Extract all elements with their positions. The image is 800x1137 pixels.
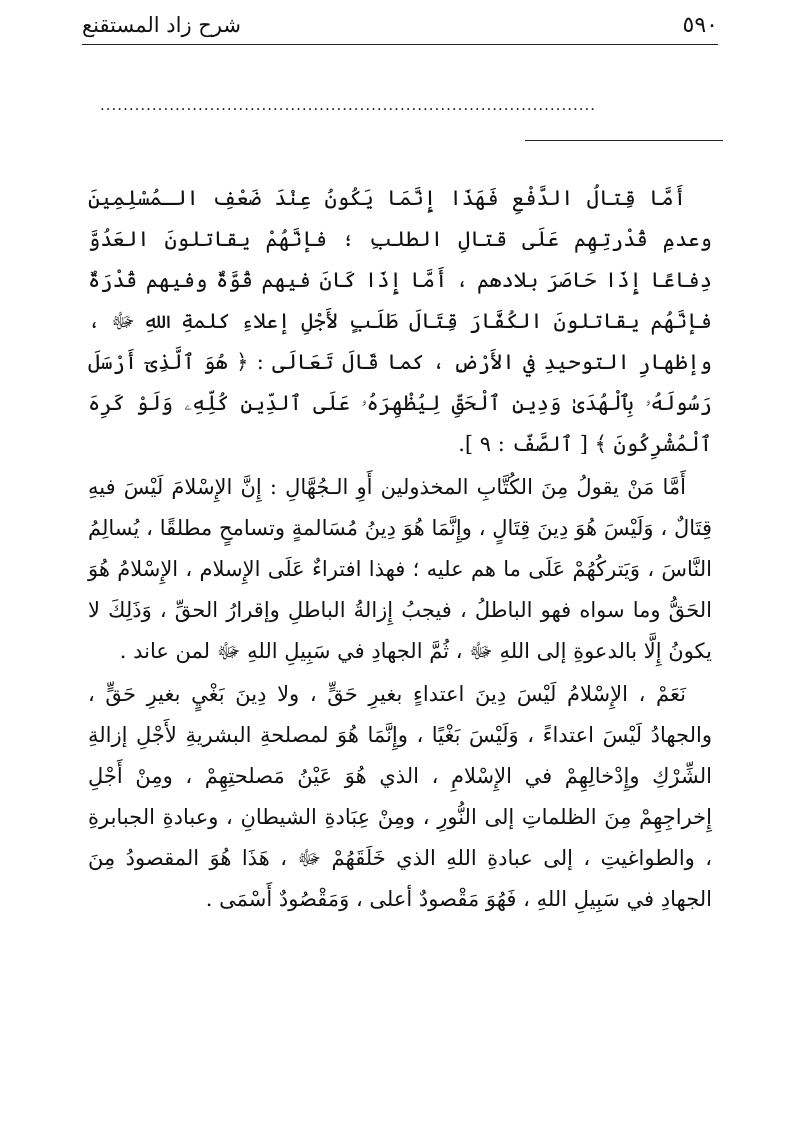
book-title: شرح زاد المستقنع bbox=[82, 13, 241, 37]
quran-verse: ﴿ هُوَ ٱلَّذِىٓ أَرْسَلَ رَسُولَهُۥ بِٱلْهُدَىٰ وَدِينِ ٱلْحَقِّ لِيُظْهِرَهُۥ عَلَى ٱلدِّينِ كُلِّهِۦ وَلَوْ كَرِهَ ٱلْمُشْرِكُونَ ﴾ bbox=[88, 350, 712, 456]
verse-reference: [ ٱلصَّفّ : ٩ ]. bbox=[458, 432, 595, 456]
header-divider bbox=[82, 44, 718, 45]
dotted-separator: ...................................................................................... bbox=[100, 96, 597, 114]
paragraph-3: نَعَمْ ، الإِسْلامُ لَيْسَ دِينَ اعتداءٍ بغيرِ حَقٍّ ، ولا دِينَ بَغْيٍ بغيرِ حَقٍّ ، والجهادُ لَيْسَ اعتداءً ، وَلَيْسَ بَغْيًا ، وإِنَّمَا هُوَ لمصلحةِ البشريةِ لأَجْلِ إزالةِ الشِّرْكِ وإِدْخالِهِمْ في الإِسْلامِ ، الذي هُوَ عَيْنُ مَصلحتِهِمْ ، ومِنْ أَجْلِ إِخراجِهِمْ مِنَ الظلماتِ إلى النُّورِ ، ومِنْ عِبَادةِ الشيطانِ ، وعبادةِ الجبابرةِ ، والطواغيتِ ، إلى عبادةِ اللهِ الذي خَلَقَهُمْ ﷻ ، هَذَا هُوَ المقصودُ مِنَ الجهادِ في سَبِيلِ اللهِ ، فَهُوَ مَقْصودٌ أعلى ، وَمَقْصُودٌ أَسْمَى . bbox=[88, 682, 712, 911]
paragraph-1-text: أَمَّا قِتالُ الدَّفْعِ فَهَذَا إِنَّمَا يَكُونُ عِنْدَ ضَعْفِ الـمُسْلِمِينَ وعدمِ قُدْرتِهِم عَلَى قتالِ الطلبِ ؛ فإنَّهُمْ يقاتلونَ العَدُوَّ دِفاعًا إِذَا حَاصَرَ بلادهم ، أَمَّا إِذَا كَانَ فيهم قُوَّةٌ وفيهم قُدْرَةٌ فإنَّهُم يقاتلونَ الكُفَّارَ قِتَالَ طَلَبٍ لأَجْلِ إعلاءِ كلمةِ اللهِ ﷻ ، وإظهارِ التوحيدِ في الأَرْضِ ، كما قَالَ تَعَالَى : bbox=[88, 186, 712, 374]
page-number: ٥٩٠ bbox=[682, 12, 718, 38]
main-text bbox=[88, 178, 712, 922]
paragraph-1 bbox=[88, 178, 712, 465]
page-header bbox=[82, 8, 718, 42]
footnote-divider bbox=[525, 140, 723, 141]
paragraph-2: أَمَّا مَنْ يقولُ مِنَ الكُتَّابِ المخذولين أَوِ الـجُهَّالِ : إِنَّ الإِسْلامَ لَيْسَ فيهِ قِتَالٌ ، وَلَيْسَ هُوَ دِينَ قِتَالٍ ، وإِنَّمَا هُوَ دِينُ مُسَالمةٍ وتسامحٍ مطلقًا ، يُسالِمُ النَّاسَ ، وَيَتركُهُمْ عَلَى ما هم عليه ؛ فهذا افتراءٌ عَلَى الإِسلام ، الإِسْلامُ هُوَ الحَقُّ وما سواه فهو الباطلُ ، فيجبُ إِزالةُ الباطلِ وإقرارُ الحقِّ ، وَذَلِكَ لا يكونُ إِلَّا بالدعوةِ إلى اللهِ ﷻ ، ثُمَّ الجهادِ في سَبِيلِ اللهِ ﷻ لمن عاند . bbox=[88, 475, 712, 663]
